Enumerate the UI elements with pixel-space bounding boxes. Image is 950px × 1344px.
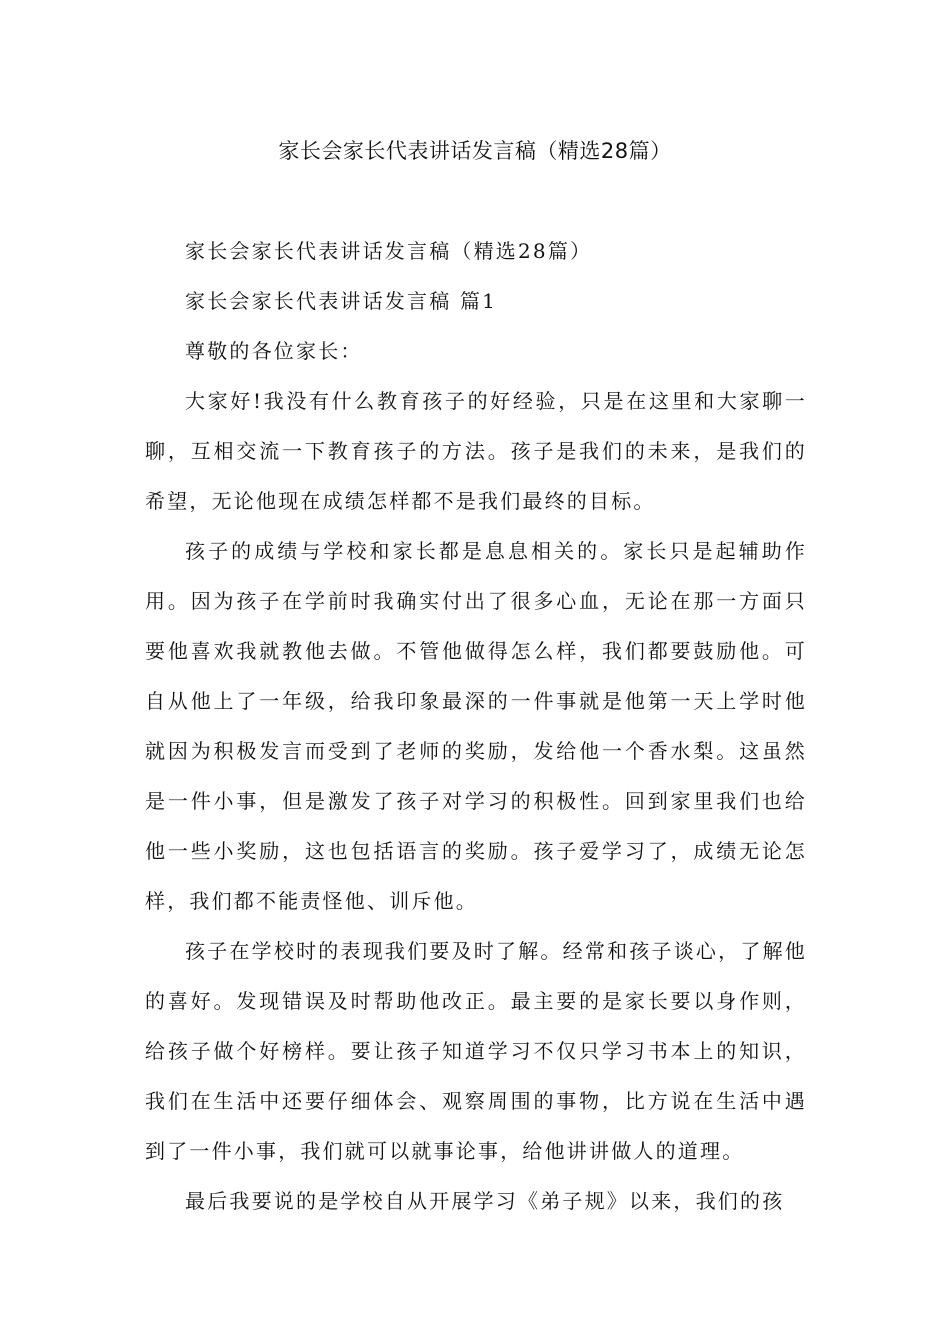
paragraph: 孩子的成绩与学校和家长都是息息相关的。家长只是起辅助作用。因为孩子在学前时我确实付出了很多心血，无论在那一方面只要他喜欢我就教他去做。不管他做得怎么样，我们都要鼓励他。可自从他上了一年级，给我印象最深的一件事就是他第一天上学时他就因为积极发言而受到了老师的奖励，发给他一个香水梨。这虽然是一件小事，但是激发了孩子对学习的积极性。回到家里我们也给他一些小奖励，这也包括语言的奖励。孩子爱学习了，成绩无论怎样，我们都不能责怪他、训斥他。 xyxy=(145,539,807,913)
paragraph: 大家好!我没有什么教育孩子的好经验，只是在这里和大家聊一聊，互相交流一下教育孩子的方法。孩子是我们的未来，是我们的希望，无论他现在成绩怎样都不是我们最终的目标。 xyxy=(145,389,807,513)
paragraph-subtitle: 家长会家长代表讲话发言稿（精选28篇） xyxy=(185,239,593,263)
paragraph: 孩子在学校时的表现我们要及时了解。经常和孩子谈心，了解他的喜好。发现错误及时帮助他改正。最主要的是家长要以身作则，给孩子做个好榜样。要让孩子知道学习不仅只学习书本上的知识，我们在生活中还要仔细体会、观察周围的事物，比方说在生活中遇到了一件小事，我们就可以就事论事，给他讲讲做人的道理。 xyxy=(145,939,807,1163)
paragraph-section-heading: 家长会家长代表讲话发言稿 篇1 xyxy=(185,289,498,313)
document-title: 家长会家长代表讲话发言稿（精选28篇） xyxy=(278,139,672,163)
document-body xyxy=(145,226,807,1226)
paragraph-salutation: 尊敬的各位家长： xyxy=(185,339,363,363)
paragraph: 最后我要说的是学校自从开展学习《弟子规》以来，我们的孩 xyxy=(185,1189,785,1213)
